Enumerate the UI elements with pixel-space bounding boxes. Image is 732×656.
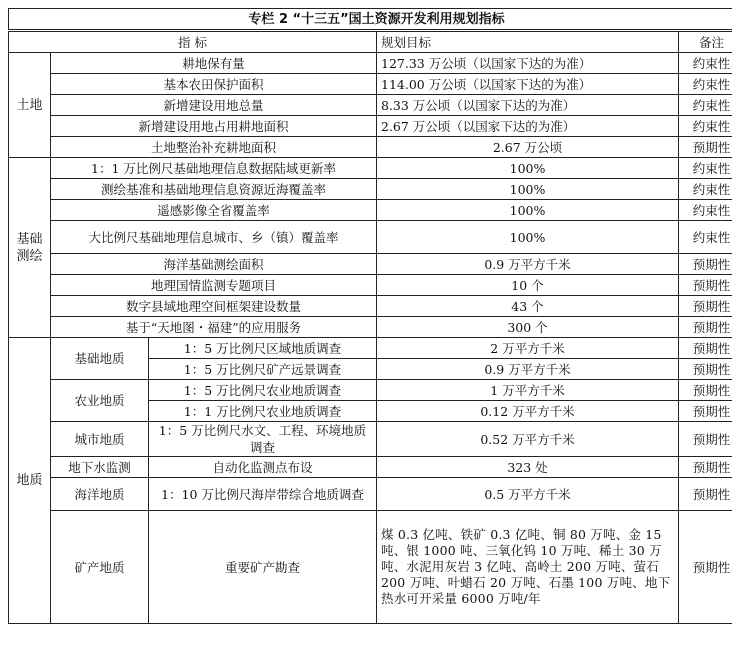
groundwater-note: 预期性 — [679, 457, 732, 478]
survey-target-1: 100% — [377, 158, 679, 179]
survey-note-4: 约束性 — [679, 221, 732, 254]
survey-note-2: 约束性 — [679, 179, 732, 200]
survey-indicator-2: 测绘基准和基础地理信息资源近海覆盖率 — [51, 179, 377, 200]
survey-note-7: 预期性 — [679, 296, 732, 317]
land-indicator-4: 新增建设用地占用耕地面积 — [51, 116, 377, 137]
table-title: 专栏 2 “十三五”国土资源开发利用规划指标 — [9, 9, 732, 31]
urban-note: 预期性 — [679, 422, 732, 457]
land-target-5: 2.67 万公顷 — [377, 137, 679, 158]
header-target: 规划目标 — [377, 31, 679, 53]
category-land: 土地 — [9, 53, 51, 158]
geology-subcategory-mineral: 矿产地质 — [51, 511, 149, 624]
survey-target-5: 0.9 万平方千米 — [377, 254, 679, 275]
land-indicator-1: 耕地保有量 — [51, 53, 377, 74]
survey-note-8: 预期性 — [679, 317, 732, 338]
agri-target-2: 0.12 万平方千米 — [377, 401, 679, 422]
groundwater-target: 323 处 — [377, 457, 679, 478]
planning-indicator-table — [8, 8, 732, 624]
survey-indicator-5: 海洋基础测绘面积 — [51, 254, 377, 275]
agri-note-2: 预期性 — [679, 401, 732, 422]
geology-subcategory-urban: 城市地质 — [51, 422, 149, 457]
land-note-1: 约束性 — [679, 53, 732, 74]
geology-subcategory-agri: 农业地质 — [51, 380, 149, 422]
agri-indicator-2: 1：1 万比例尺农业地质调查 — [149, 401, 377, 422]
basic-note-2: 预期性 — [679, 359, 732, 380]
category-geology: 地质 — [9, 338, 51, 624]
survey-target-2: 100% — [377, 179, 679, 200]
header-note: 备注 — [679, 31, 732, 53]
survey-target-7: 43 个 — [377, 296, 679, 317]
survey-note-1: 约束性 — [679, 158, 732, 179]
basic-note-1: 预期性 — [679, 338, 732, 359]
marine-note: 预期性 — [679, 478, 732, 511]
land-note-5: 预期性 — [679, 137, 732, 158]
urban-target: 0.52 万平方千米 — [377, 422, 679, 457]
survey-indicator-7: 数字县域地理空间框架建设数量 — [51, 296, 377, 317]
mineral-target: 煤 0.3 亿吨、铁矿 0.3 亿吨、铜 80 万吨、金 15 吨、银 1000 吨、三氧化钨 10 万吨、稀土 30 万吨、水泥用灰岩 3 亿吨、高岭土 200 万吨、萤石 200 万吨、叶蜡石 20 万吨、石墨 100 万吨、地下热水可开采量 6000 万吨/年 — [377, 511, 679, 624]
agri-note-1: 预期性 — [679, 380, 732, 401]
land-indicator-5: 土地整治补充耕地面积 — [51, 137, 377, 158]
survey-indicator-6: 地理国情监测专题项目 — [51, 275, 377, 296]
land-note-2: 约束性 — [679, 74, 732, 95]
basic-indicator-1: 1：5 万比例尺区域地质调查 — [149, 338, 377, 359]
geology-subcategory-basic: 基础地质 — [51, 338, 149, 380]
agri-target-1: 1 万平方千米 — [377, 380, 679, 401]
agri-indicator-1: 1：5 万比例尺农业地质调查 — [149, 380, 377, 401]
basic-target-1: 2 万平方千米 — [377, 338, 679, 359]
survey-target-6: 10 个 — [377, 275, 679, 296]
survey-target-8: 300 个 — [377, 317, 679, 338]
mineral-indicator: 重要矿产勘查 — [149, 511, 377, 624]
survey-note-5: 预期性 — [679, 254, 732, 275]
geology-subcategory-groundwater: 地下水监测 — [51, 457, 149, 478]
survey-indicator-4: 大比例尺基础地理信息城市、乡（镇）覆盖率 — [51, 221, 377, 254]
indicator-table-wrapper — [8, 8, 731, 624]
land-indicator-3: 新增建设用地总量 — [51, 95, 377, 116]
survey-target-4: 100% — [377, 221, 679, 254]
land-target-1: 127.33 万公顷（以国家下达的为准） — [377, 53, 679, 74]
land-target-2: 114.00 万公顷（以国家下达的为准） — [377, 74, 679, 95]
survey-indicator-8: 基于“天地图・福建”的应用服务 — [51, 317, 377, 338]
survey-note-3: 约束性 — [679, 200, 732, 221]
land-indicator-2: 基本农田保护面积 — [51, 74, 377, 95]
marine-indicator: 1：10 万比例尺海岸带综合地质调查 — [149, 478, 377, 511]
category-survey: 基础测绘 — [9, 158, 51, 338]
mineral-note: 预期性 — [679, 511, 732, 624]
geology-subcategory-marine: 海洋地质 — [51, 478, 149, 511]
land-note-4: 约束性 — [679, 116, 732, 137]
basic-indicator-2: 1：5 万比例尺矿产远景调查 — [149, 359, 377, 380]
land-target-4: 2.67 万公顷（以国家下达的为准） — [377, 116, 679, 137]
survey-target-3: 100% — [377, 200, 679, 221]
land-target-3: 8.33 万公顷（以国家下达的为准） — [377, 95, 679, 116]
survey-indicator-1: 1：1 万比例尺基础地理信息数据陆域更新率 — [51, 158, 377, 179]
header-indicator: 指 标 — [9, 31, 377, 53]
groundwater-indicator: 自动化监测点布设 — [149, 457, 377, 478]
basic-target-2: 0.9 万平方千米 — [377, 359, 679, 380]
urban-indicator: 1：5 万比例尺水文、工程、环境地质调查 — [149, 422, 377, 457]
land-note-3: 约束性 — [679, 95, 732, 116]
marine-target: 0.5 万平方千米 — [377, 478, 679, 511]
survey-indicator-3: 遥感影像全省覆盖率 — [51, 200, 377, 221]
survey-note-6: 预期性 — [679, 275, 732, 296]
